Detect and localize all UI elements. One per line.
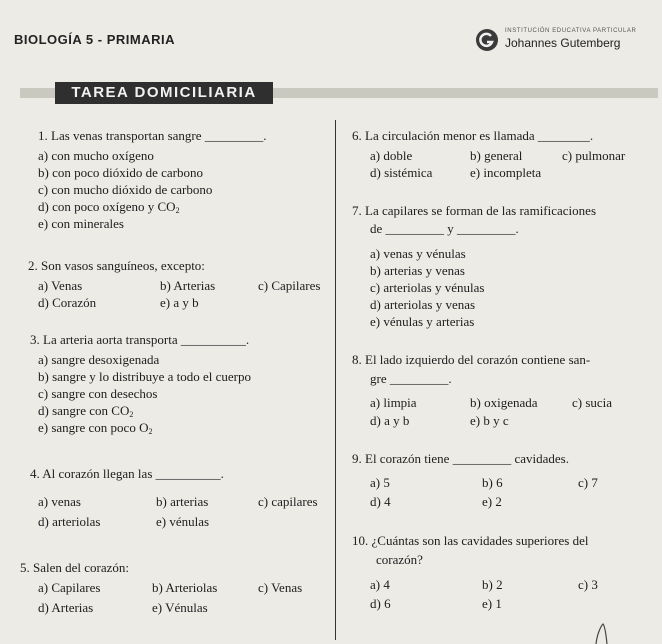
- subject-title: BIOLOGÍA 5 - PRIMARIA: [14, 32, 175, 47]
- column-divider: [335, 120, 336, 640]
- q1-stem: 1. Las venas transportan sangre _________.: [38, 128, 267, 143]
- q8-option-a: a) limpia: [370, 395, 417, 410]
- pen-mark-icon: [593, 622, 611, 644]
- q3-option-b: b) sangre y lo distribuye a todo el cuerpo: [38, 369, 251, 384]
- banner-title: TAREA DOMICILIARIA: [55, 82, 273, 104]
- q2-option-c: c) Capilares: [258, 278, 321, 293]
- q10-option-b: b) 2: [482, 577, 503, 592]
- q4-option-a: a) venas: [38, 494, 81, 509]
- q10-option-c: c) 3: [578, 577, 598, 592]
- q10-stem-line1: 10. ¿Cuántas son las cavidades superiores del: [352, 533, 589, 548]
- q7-option-c: c) arteriolas y vénulas: [370, 280, 485, 295]
- q9-stem: 9. El corazón tiene _________ cavidades.: [352, 451, 569, 466]
- q10-option-a: a) 4: [370, 577, 390, 592]
- q3-option-c: c) sangre con desechos: [38, 386, 158, 401]
- q5-stem: 5. Salen del corazón:: [20, 560, 130, 575]
- q2-option-a: a) Venas: [38, 278, 83, 293]
- q7-stem-line2: de _________ y _________.: [370, 221, 519, 236]
- q6-option-a: a) doble: [370, 148, 413, 163]
- q9-option-b: b) 6: [482, 475, 503, 490]
- q3-option-a: a) sangre desoxigenada: [38, 352, 160, 367]
- q2-option-b: b) Arterias: [160, 278, 216, 293]
- q8-stem-line1: 8. El lado izquierdo del corazón contiene san-: [352, 352, 591, 367]
- q4-stem: 4. Al corazón llegan las __________.: [30, 466, 224, 481]
- q1-option-b: b) con poco dióxido de carbono: [38, 165, 203, 180]
- institution-type: INSTITUCIÓN EDUCATIVA PARTICULAR: [505, 28, 637, 34]
- q3-option-e: e) sangre con poco $O_2$: [38, 420, 153, 436]
- q8-option-d: d) a y b: [370, 413, 410, 428]
- q5-option-d: d) Arterias: [38, 600, 94, 615]
- q4-option-e: e) vénulas: [156, 514, 210, 529]
- q1-option-e: e) con minerales: [38, 216, 124, 231]
- institution-name: Johannes Gutemberg: [505, 36, 621, 50]
- q5-option-e: e) Vénulas: [152, 600, 208, 615]
- q2-option-d: d) Corazón: [38, 295, 97, 310]
- q6-option-b: b) general: [470, 148, 523, 163]
- q9-option-a: a) 5: [370, 475, 390, 490]
- q1-option-c: c) con mucho dióxido de carbono: [38, 182, 213, 197]
- q6-option-c: c) pulmonar: [562, 148, 626, 163]
- q4-option-b: b) arterias: [156, 494, 209, 509]
- q5-option-c: c) Venas: [258, 580, 303, 595]
- q8-stem-line2: gre _________.: [370, 371, 452, 386]
- q3-stem: 3. La arteria aorta transporta __________.: [30, 332, 250, 347]
- q10-option-d: d) 6: [370, 596, 391, 611]
- q3-option-d: d) sangre con $CO_2$: [38, 403, 134, 419]
- q7-stem-line1: 7. La capilares se forman de las ramificaciones: [352, 203, 596, 218]
- q8-option-e: e) b y c: [470, 413, 509, 428]
- q7-option-d: d) arteriolas y venas: [370, 297, 476, 312]
- q9-option-d: d) 4: [370, 494, 391, 509]
- q4-option-c: c) capilares: [258, 494, 318, 509]
- g-logo-icon: [474, 28, 500, 52]
- q7-option-e: e) vénulas y arterias: [370, 314, 475, 329]
- q10-option-e: e) 1: [482, 596, 502, 611]
- q7-option-a: a) venas y vénulas: [370, 246, 466, 261]
- q1-option-a: a) con mucho oxígeno: [38, 148, 154, 163]
- q2-stem: 2. Son vasos sanguíneos, excepto:: [28, 258, 205, 273]
- q6-option-d: d) sistémica: [370, 165, 433, 180]
- q2-option-e: e) a y b: [160, 295, 199, 310]
- q8-option-c: c) sucia: [572, 395, 613, 410]
- q5-option-a: a) Capilares: [38, 580, 101, 595]
- q8-option-b: b) oxigenada: [470, 395, 538, 410]
- q1-option-d: d) con poco oxígeno y $CO_2$: [38, 199, 180, 215]
- q10-stem-line2: corazón?: [376, 552, 423, 567]
- q4-option-d: d) arteriolas: [38, 514, 101, 529]
- q9-option-c: c) 7: [578, 475, 598, 490]
- q7-option-b: b) arterias y venas: [370, 263, 465, 278]
- q5-option-b: b) Arteriolas: [152, 580, 218, 595]
- q6-option-e: e) incompleta: [470, 165, 542, 180]
- q6-stem: 6. La circulación menor es llamada ________.: [352, 128, 594, 143]
- q9-option-e: e) 2: [482, 494, 502, 509]
